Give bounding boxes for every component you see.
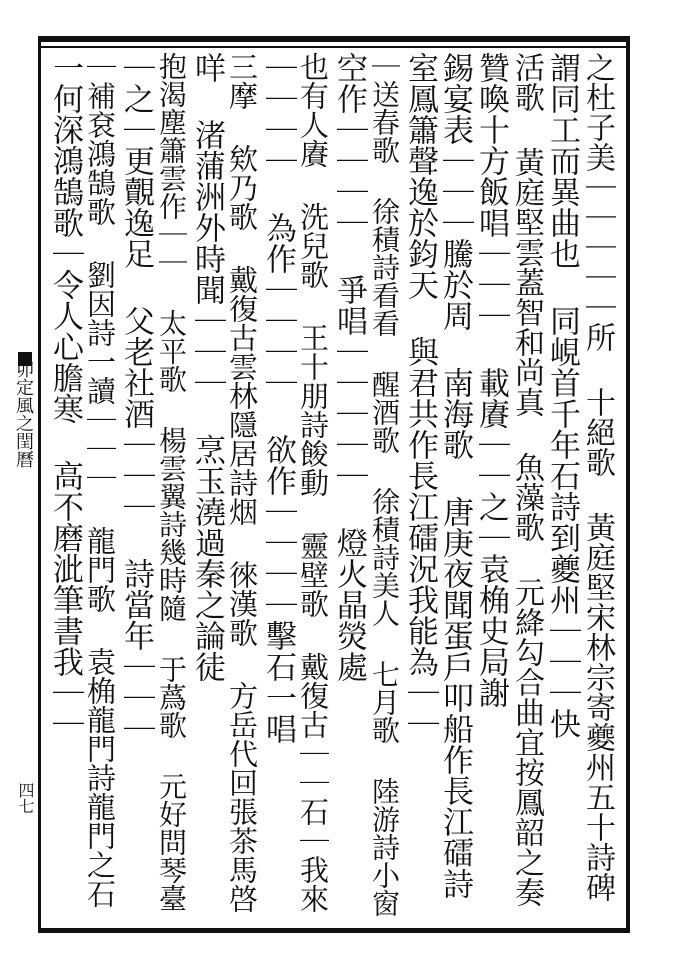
text-column: 之杜子美｜｜｜｜｜所 十絕歌 黃庭堅宋林宗寄夔州五十詩碑 (580, 52, 615, 902)
text-column: 一何深鴻鵠歌｜令人心膽寒 高不磨泚筆書我｜｜ (47, 52, 83, 739)
text-column: ｜｜｜｜ 為作｜｜｜｜ 欲作｜｜｜｜擊石一唱 (260, 52, 296, 744)
text-column: 咩 渚蒲洲外時聞｜｜｜ 烹玉澆過秦之論徒 (189, 52, 225, 682)
text-column: 贊喚十方飯唱｜｜｜ 載賡｜｜之｜袁桷史局謝 (473, 52, 509, 708)
text-column: 活歌 黃庭堅雲蓋智和尚真 魚藻歌 元絳勾合曲宜按鳳韶之奏 (509, 52, 544, 907)
text-column: 謂同工而異曲也 同峴首千年石詩到夔州｜｜｜快 (544, 52, 580, 739)
text-column: ｜補袞鴻鵠歌 劉因詩一讀｜｜｜ 龍門歌 袁桷龍門詩龍門之石 (83, 52, 117, 908)
page-number: 四七 (16, 782, 35, 814)
text-column: 錫宴表｜｜｜騰於周 南海歌 唐庚夜聞蛋戶叩船作長江礌詩 (437, 52, 473, 899)
text-column: ｜送春歌 徐積詩看看 醒酒歌 徐積詩美人 七月歌 陸游詩小窗 (368, 52, 401, 917)
text-column: ｜之｜更覿逸足 父老社酒｜｜｜ 詩當年｜｜｜ (118, 52, 154, 744)
top-border-rule (38, 36, 630, 42)
text-column: 空作｜｜｜｜ 爭唱｜｜｜｜｜ 燈火晶熒處 (331, 52, 367, 682)
bottom-border-rule (38, 928, 630, 933)
text-column: 三摩 欸乃歌 戴復古雲林隱居詩烟 徠漢歌 方岳代回張茶馬啓 (225, 52, 259, 913)
top-inner-rule (38, 46, 630, 48)
text-column: 也有人賡 洗兒歌 王十朋詩餕動 靈壁歌 戴復古｜｜石｜我來 (296, 52, 330, 913)
right-border-rule (626, 36, 630, 933)
text-column: 室鳳簫聲逸於鈞天 與君共作長江礌況我能為｜｜ (402, 52, 438, 739)
fold-margin (4, 60, 38, 920)
text-column: 抱渴塵簫雲作｜｜ 太平歌 楊雲翼詩幾時隨 于蔿歌 元好問琴臺 (155, 52, 188, 912)
margin-book-title: 卯定風之閏曆 (13, 360, 34, 468)
left-border-rule (38, 36, 41, 933)
